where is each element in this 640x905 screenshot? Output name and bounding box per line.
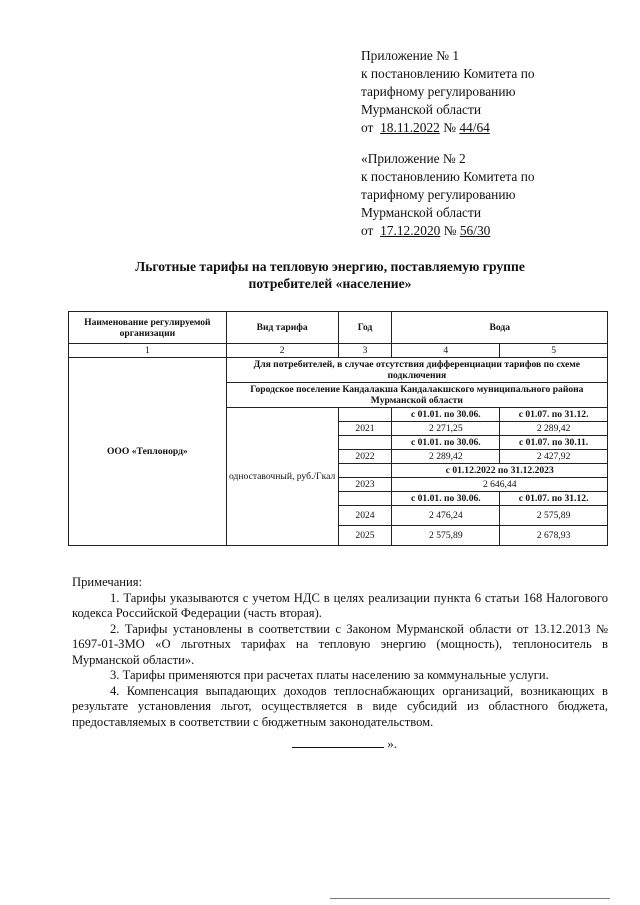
appendix-1-date-line	[361, 119, 535, 137]
period-cell: с 01.01. по 30.06.	[392, 492, 500, 506]
footer-rule	[330, 898, 610, 899]
value-cell: 2 476,24	[392, 506, 500, 526]
note-item: 4. Компенсация выпадающих доходов теплоснабжающих организаций, возникающих в результате установления льгот, осуществляется в виде субсидий из областного бюджета, предоставляемых в соответствии с бюджетным законодательством.	[72, 683, 608, 729]
appendix-1-block	[361, 47, 535, 137]
appendix-1-title: Приложение № 1	[361, 48, 460, 63]
year-cell: 2022	[338, 450, 392, 464]
document-title	[70, 258, 590, 292]
table-row	[69, 358, 608, 383]
value-cell: 2 289,42	[500, 422, 608, 436]
header-water: Вода	[392, 312, 608, 344]
organization-cell: ООО «Теплонорд»	[69, 358, 227, 546]
resolution-number: 56/30	[459, 223, 491, 238]
value-cell: 2 575,89	[500, 506, 608, 526]
empty-cell	[338, 408, 392, 422]
year-cell: 2021	[338, 422, 392, 436]
year-cell: 2023	[338, 478, 392, 492]
column-number: 2	[226, 344, 338, 358]
year-cell: 2025	[338, 526, 392, 546]
header-year: Год	[338, 312, 392, 344]
appendix-2-title: «Приложение № 2	[361, 151, 466, 166]
value-cell: 2 646,44	[392, 478, 608, 492]
period-cell: с 01.01. по 30.06.	[392, 436, 500, 450]
tariff-kind-cell: одноставочный, руб./Гкал	[226, 408, 338, 546]
closing-rule	[292, 737, 384, 748]
value-cell: 2 271,25	[392, 422, 500, 436]
appendix-2-line: тарифному регулированию	[361, 187, 516, 202]
title-line: потребителей «население»	[248, 276, 412, 291]
appendix-2-date-line	[361, 222, 535, 240]
table-header-row	[69, 312, 608, 344]
note-item: 2. Тарифы установлены в соответствии с Законом Мурманской области от 13.12.2013 № 1697-01-ЗМО «О льготных тарифах на тепловую энергию (мощность), теплоноситель в Мурманской области».	[72, 621, 608, 667]
column-number: 4	[392, 344, 500, 358]
appendix-1-line: к постановлению Комитета по	[361, 66, 535, 81]
number-sign: №	[443, 223, 457, 238]
appendix-2-block	[361, 150, 535, 240]
note-item: 1. Тарифы указываются с учетом НДС в целях реализации пункта 6 статьи 168 Налогового кодекса Российской Федерации (часть вторая).	[72, 590, 608, 620]
value-cell: 2 678,93	[500, 526, 608, 546]
empty-cell	[338, 464, 392, 478]
resolution-date: 17.12.2020	[380, 223, 441, 238]
column-number: 1	[69, 344, 227, 358]
tariff-table	[68, 311, 608, 546]
appendix-1-line: тарифному регулированию	[361, 84, 516, 99]
from-label: от	[361, 120, 374, 135]
closing-mark	[292, 736, 397, 752]
period-cell: с 01.07. по 31.12.	[500, 492, 608, 506]
value-cell: 2 575,89	[392, 526, 500, 546]
column-number-row	[69, 344, 608, 358]
year-cell: 2024	[338, 506, 392, 526]
appendix-2-line: Мурманской области	[361, 205, 481, 220]
period-cell: с 01.12.2022 по 31.12.2023	[392, 464, 608, 478]
value-cell: 2 289,42	[392, 450, 500, 464]
empty-cell	[338, 436, 392, 450]
period-cell: с 01.07. по 31.12.	[500, 408, 608, 422]
value-cell: 2 427,92	[500, 450, 608, 464]
settlement-row: Городское поселение Кандалакша Кандалакшского муниципального района Мурманской области	[226, 383, 607, 408]
no-differentiation-row: Для потребителей, в случае отсутствия дифференциации тарифов по схеме подключения	[226, 358, 607, 383]
period-cell: с 01.07. по 30.11.	[500, 436, 608, 450]
notes-section	[72, 575, 608, 730]
closing-quote: ».	[387, 736, 397, 751]
appendix-1-line: Мурманской области	[361, 102, 481, 117]
header-tariff-type: Вид тарифа	[226, 312, 338, 344]
title-line: Льготные тарифы на тепловую энергию, поставляемую группе	[135, 259, 525, 274]
header-org: Наименование регулируемой организации	[69, 312, 227, 344]
resolution-date: 18.11.2022	[380, 120, 440, 135]
number-sign: №	[443, 120, 456, 135]
note-item: 3. Тарифы применяются при расчетах платы населению за коммунальные услуги.	[110, 668, 549, 682]
from-label: от	[361, 223, 374, 238]
resolution-number: 44/64	[459, 120, 490, 135]
column-number: 3	[338, 344, 392, 358]
empty-cell	[338, 492, 392, 506]
appendix-2-line: к постановлению Комитета по	[361, 169, 535, 184]
column-number: 5	[500, 344, 608, 358]
period-cell: с 01.01. по 30.06.	[392, 408, 500, 422]
notes-heading: Примечания:	[72, 575, 143, 589]
